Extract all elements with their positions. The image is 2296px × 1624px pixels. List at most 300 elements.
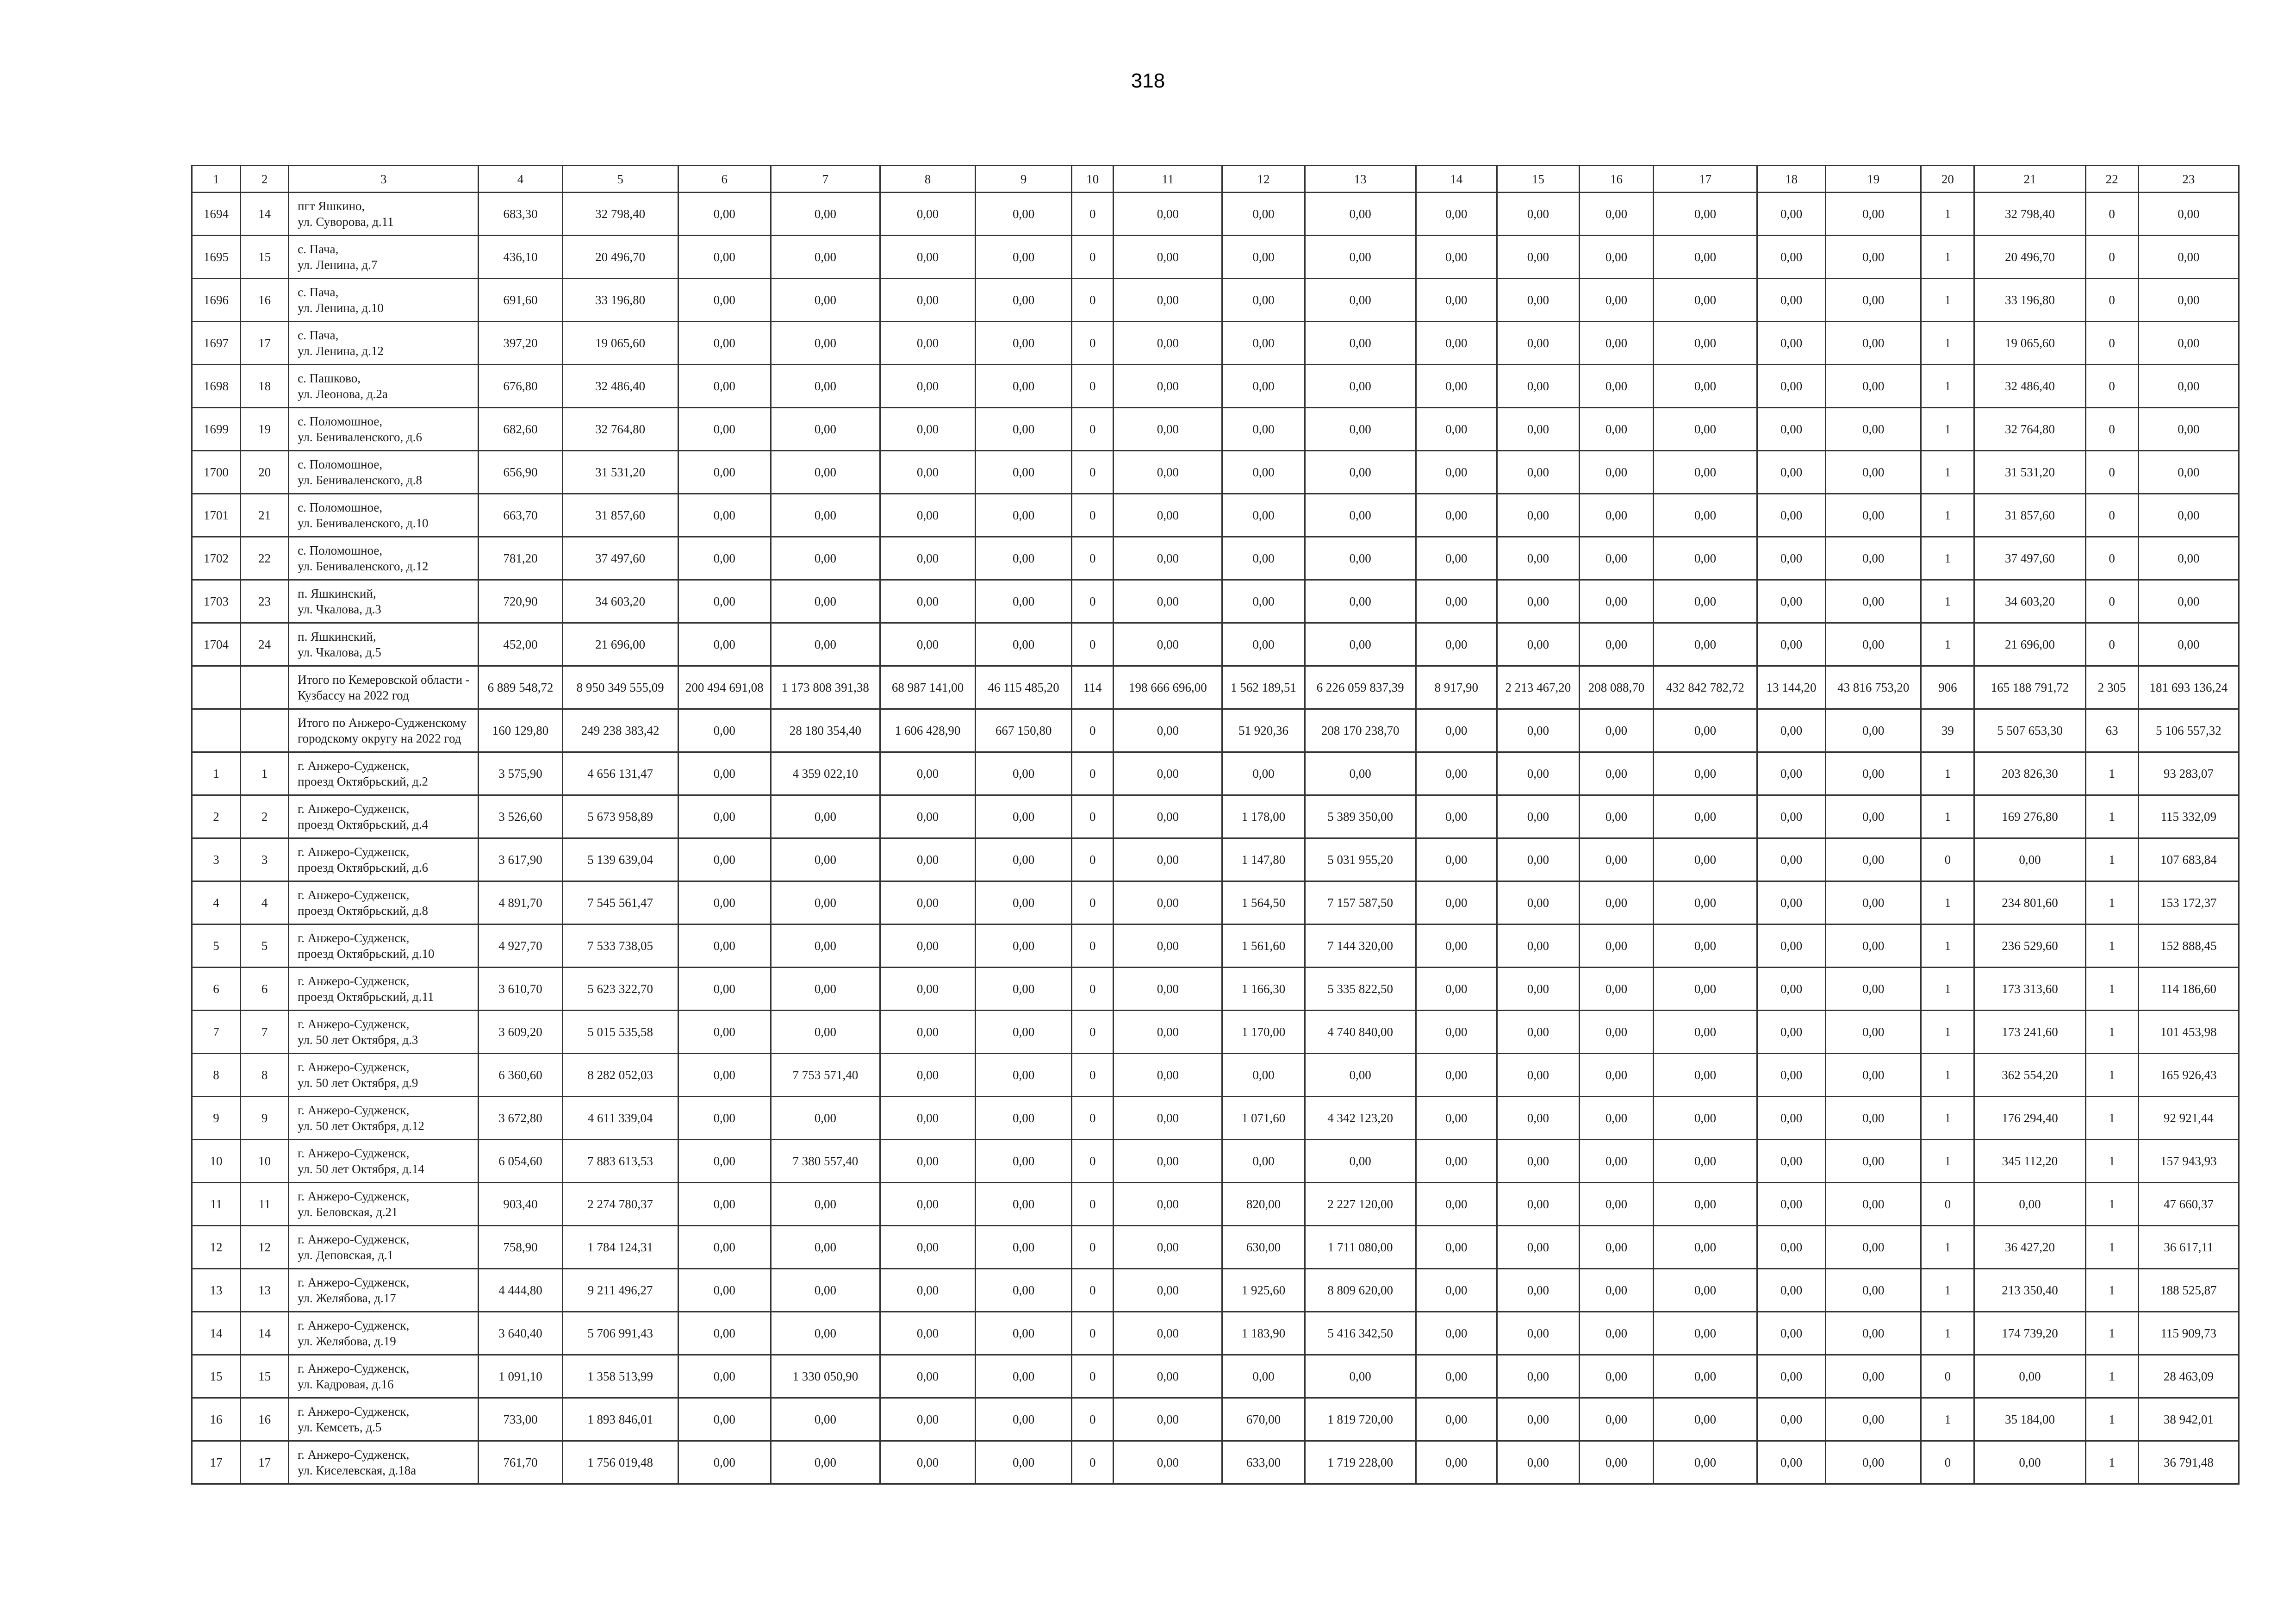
table-cell: 0,00 [1826,924,1921,968]
table-cell: 0,00 [1222,752,1305,795]
table-cell: 0,00 [976,408,1072,451]
table-cell: 1 178,00 [1222,795,1305,838]
column-number-header: 22 [2085,166,2138,193]
table-cell: 0,00 [1757,494,1826,537]
table-cell: 13 [241,1269,289,1312]
table-cell: 0,00 [1757,838,1826,881]
table-cell: 3 575,90 [479,752,562,795]
table-cell: 0,00 [1497,1054,1579,1097]
table-cell: 14 [192,1312,241,1355]
table-cell: 0 [1072,1312,1114,1355]
table-cell: 0,00 [771,279,880,322]
table-cell: 4 444,80 [479,1269,562,1312]
table-cell: 0,00 [1114,1183,1222,1226]
table-cell: 19 065,60 [562,322,678,365]
table-cell: 0,00 [1222,580,1305,623]
table-cell: 0,00 [1114,1312,1222,1355]
table-cell: 21 [241,494,289,537]
total-label: Итого по Анжеро-Судженскому городскому округу на 2022 год [289,709,479,752]
total-row [192,666,2239,709]
table-row [192,279,2239,322]
table-cell: 0,00 [1579,537,1653,580]
table-cell: 0,00 [1114,322,1222,365]
table-cell: 0,00 [1497,1441,1579,1484]
table-cell: 0,00 [1416,451,1497,494]
table-cell: 236 529,60 [1974,924,2085,968]
table-cell: 0,00 [1757,1183,1826,1226]
table-cell: 0,00 [1579,580,1653,623]
table-cell: 1 [2085,1441,2138,1484]
table-cell: 0,00 [1826,709,1921,752]
table-cell: 0,00 [880,1097,975,1140]
table-cell: 0,00 [1653,838,1757,881]
address-cell: г. Анжеро-Судженск, проезд Октябрьский, д.4 [289,795,479,838]
table-cell: 0,00 [1305,1054,1416,1097]
table-cell: 16 [241,1398,289,1441]
table-cell: 0 [1072,1097,1114,1140]
table-cell: 0 [1072,279,1114,322]
table-cell: 7 157 587,50 [1305,881,1416,924]
table-cell: 43 816 753,20 [1826,666,1921,709]
table-cell: 37 497,60 [1974,537,2085,580]
table-cell: 1703 [192,580,241,623]
table-cell: 0,00 [2138,279,2239,322]
table-cell: 0 [1072,1398,1114,1441]
table-cell: 1 [1921,279,1974,322]
table-cell: 0,00 [1305,623,1416,666]
table-cell: 633,00 [1222,1441,1305,1484]
table-cell: 0 [1072,1140,1114,1183]
column-number-header: 12 [1222,166,1305,193]
table-cell: 0,00 [771,451,880,494]
table-cell: 0,00 [880,451,975,494]
table-cell: 1 819 720,00 [1305,1398,1416,1441]
table-cell: 0,00 [1305,236,1416,279]
table-cell: 0,00 [1416,1269,1497,1312]
table-cell: 0,00 [1114,968,1222,1011]
table-cell: 16 [192,1398,241,1441]
table-cell: 1 [1921,1226,1974,1269]
address-cell: с. Поломошное, ул. Бениваленского, д.10 [289,494,479,537]
table-cell: 0,00 [1416,236,1497,279]
empty-cell [241,709,289,752]
address-cell: п. Яшкинский, ул. Чкалова, д.3 [289,580,479,623]
table-row [192,1269,2239,1312]
table-cell: 0,00 [1222,623,1305,666]
table-cell: 820,00 [1222,1183,1305,1226]
table-cell: 0,00 [1826,1054,1921,1097]
address-cell: с. Поломошное, ул. Бениваленского, д.6 [289,408,479,451]
table-cell: 1 [1921,1054,1974,1097]
table-cell: 0,00 [678,322,771,365]
table-cell: 153 172,37 [2138,881,2239,924]
table-cell: 0,00 [1497,623,1579,666]
table-cell: 0,00 [880,924,975,968]
table-cell: 0,00 [976,1398,1072,1441]
table-cell: 1 [2085,1097,2138,1140]
table-cell: 8 917,90 [1416,666,1497,709]
total-row [192,709,2239,752]
table-cell: 0,00 [1305,1355,1416,1398]
table-cell: 173 313,60 [1974,968,2085,1011]
table-cell: 0,00 [1653,279,1757,322]
table-cell: 0 [2085,494,2138,537]
table-row [192,1312,2239,1355]
table-cell: 9 211 496,27 [562,1269,678,1312]
table-cell: 32 486,40 [562,365,678,408]
table-cell: 6 [241,968,289,1011]
column-number-header: 7 [771,166,880,193]
table-cell: 0,00 [1757,365,1826,408]
table-cell: 47 660,37 [2138,1183,2239,1226]
table-cell: 0,00 [1114,924,1222,968]
table-cell: 32 764,80 [562,408,678,451]
table-cell: 0,00 [771,580,880,623]
table-cell: 0,00 [1114,1011,1222,1054]
table-cell: 0,00 [1416,1140,1497,1183]
table-cell: 0,00 [1757,1398,1826,1441]
table-cell: 92 921,44 [2138,1097,2239,1140]
table-cell: 31 531,20 [562,451,678,494]
table-cell: 667 150,80 [976,709,1072,752]
table-cell: 0,00 [1579,795,1653,838]
table-cell: 0,00 [880,1011,975,1054]
table-cell: 0,00 [1114,1269,1222,1312]
table-row [192,236,2239,279]
table-cell: 0,00 [1222,1140,1305,1183]
table-cell: 51 920,36 [1222,709,1305,752]
table-cell: 0,00 [771,365,880,408]
table-cell: 1 091,10 [479,1355,562,1398]
table-cell: 1 [1921,1312,1974,1355]
table-cell: 0,00 [1579,1097,1653,1140]
table-cell: 0,00 [678,838,771,881]
table-cell: 0 [1072,365,1114,408]
table-cell: 0,00 [1305,752,1416,795]
table-cell: 0,00 [1653,623,1757,666]
table-cell: 34 603,20 [562,580,678,623]
table-cell: 1 [1921,322,1974,365]
table-cell: 1 183,90 [1222,1312,1305,1355]
table-cell: 1 [1921,795,1974,838]
table-cell: 4 656 131,47 [562,752,678,795]
table-cell: 761,70 [479,1441,562,1484]
address-cell: г. Анжеро-Судженск, ул. 50 лет Октября, д.3 [289,1011,479,1054]
table-cell: 0,00 [1826,1312,1921,1355]
table-cell: 1 756 019,48 [562,1441,678,1484]
table-cell: 0,00 [976,1441,1072,1484]
table-cell: 0 [1072,623,1114,666]
table-cell: 198 666 696,00 [1114,666,1222,709]
table-cell: 0,00 [1653,1054,1757,1097]
table-cell: 0,00 [1579,1226,1653,1269]
table-cell: 0 [1072,1183,1114,1226]
table-cell: 0,00 [1826,752,1921,795]
table-cell: 36 791,48 [2138,1441,2239,1484]
table-cell: 169 276,80 [1974,795,2085,838]
table-cell: 0,00 [1579,1183,1653,1226]
table-cell: 0,00 [1757,709,1826,752]
table-cell: 13 144,20 [1757,666,1826,709]
table-cell: 2 274 780,37 [562,1183,678,1226]
column-number-header: 2 [241,166,289,193]
table-cell: 0,00 [1757,1054,1826,1097]
table-cell: 213 350,40 [1974,1269,2085,1312]
table-cell: 0,00 [1826,537,1921,580]
table-cell: 0,00 [1114,408,1222,451]
table-cell: 1 561,60 [1222,924,1305,968]
table-cell: 0,00 [1653,494,1757,537]
table-cell: 0,00 [771,1097,880,1140]
table-cell: 0,00 [1222,279,1305,322]
table-cell: 1701 [192,494,241,537]
table-cell: 5 139 639,04 [562,838,678,881]
address-cell: г. Анжеро-Судженск, ул. 50 лет Октября, д.14 [289,1140,479,1183]
table-cell: 0,00 [1416,580,1497,623]
table-cell: 115 909,73 [2138,1312,2239,1355]
table-cell: 0,00 [771,623,880,666]
table-cell: 1 [2085,1140,2138,1183]
table-cell: 5 [192,924,241,968]
table-cell: 0 [2085,322,2138,365]
table-cell: 0,00 [880,1312,975,1355]
table-row [192,322,2239,365]
table-cell: 1 330 050,90 [771,1355,880,1398]
table-cell: 0,00 [1416,1011,1497,1054]
table-cell: 1 784 124,31 [562,1226,678,1269]
table-cell: 0 [2085,451,2138,494]
table-cell: 1 [2085,795,2138,838]
table-cell: 13 [192,1269,241,1312]
column-number-header-row [192,166,2239,193]
table-cell: 0,00 [1497,494,1579,537]
table-cell: 0,00 [771,881,880,924]
table-cell: 0,00 [1826,1183,1921,1226]
table-cell: 0,00 [678,1269,771,1312]
table-cell: 0,00 [880,881,975,924]
table-cell: 781,20 [479,537,562,580]
table-cell: 11 [241,1183,289,1226]
table-cell: 0,00 [771,838,880,881]
column-number-header: 23 [2138,166,2239,193]
table-cell: 0,00 [880,193,975,236]
table-cell: 0,00 [976,1140,1072,1183]
table-cell: 36 427,20 [1974,1226,2085,1269]
address-cell: г. Анжеро-Судженск, ул. Кемсеть, д.5 [289,1398,479,1441]
table-cell: 114 186,60 [2138,968,2239,1011]
table-cell: 0,00 [880,279,975,322]
table-cell: 0,00 [1222,1054,1305,1097]
table-cell: 0,00 [1497,1183,1579,1226]
table-cell: 0,00 [1114,1097,1222,1140]
table-cell: 0,00 [2138,580,2239,623]
table-cell: 0,00 [1653,795,1757,838]
table-cell: 758,90 [479,1226,562,1269]
table-cell: 0,00 [1222,537,1305,580]
table-cell: 0,00 [771,1398,880,1441]
table-cell: 1 [1921,1140,1974,1183]
table-cell: 0,00 [678,1398,771,1441]
table-cell: 0,00 [1305,494,1416,537]
table-cell: 1 170,00 [1222,1011,1305,1054]
column-number-header: 21 [1974,166,2085,193]
column-number-header: 15 [1497,166,1579,193]
table-cell: 1694 [192,193,241,236]
table-cell: 0 [1072,236,1114,279]
table-cell: 0,00 [1416,1441,1497,1484]
table-cell: 0,00 [1579,1140,1653,1183]
table-cell: 38 942,01 [2138,1398,2239,1441]
table-cell: 0,00 [678,881,771,924]
table-cell: 1 147,80 [1222,838,1305,881]
table-cell: 0,00 [1653,580,1757,623]
table-cell: 3 610,70 [479,968,562,1011]
table-row [192,1398,2239,1441]
table-cell: 7 [192,1011,241,1054]
table-cell: 0 [1072,1011,1114,1054]
table-cell: 203 826,30 [1974,752,2085,795]
table-cell: 8 809 620,00 [1305,1269,1416,1312]
address-cell: с. Поломошное, ул. Бениваленского, д.8 [289,451,479,494]
empty-cell [192,666,241,709]
table-cell: 0 [1072,537,1114,580]
table-cell: 4 [192,881,241,924]
table-cell: 1 [2085,1011,2138,1054]
table-cell: 0,00 [1114,752,1222,795]
table-cell: 0,00 [1757,1312,1826,1355]
table-cell: 0,00 [976,451,1072,494]
table-cell: 0,00 [1579,924,1653,968]
table-cell: 903,40 [479,1183,562,1226]
table-cell: 0 [1072,1441,1114,1484]
table-cell: 188 525,87 [2138,1269,2239,1312]
column-number-header: 10 [1072,166,1114,193]
table-cell: 165 926,43 [2138,1054,2239,1097]
table-cell: 0,00 [1579,623,1653,666]
table-cell: 0,00 [678,1097,771,1140]
table-cell: 0,00 [1653,1355,1757,1398]
table-cell: 0,00 [1114,1441,1222,1484]
table-cell: 0,00 [880,494,975,537]
table-cell: 7 [241,1011,289,1054]
table-row [192,623,2239,666]
table-cell: 0 [2085,365,2138,408]
table-cell: 3 526,60 [479,795,562,838]
table-cell: 28 463,09 [2138,1355,2239,1398]
table-cell: 28 180 354,40 [771,709,880,752]
table-cell: 0 [1072,494,1114,537]
table-cell: 0,00 [1222,494,1305,537]
table-cell: 0,00 [678,365,771,408]
table-row [192,881,2239,924]
table-cell: 0,00 [1974,1441,2085,1484]
table-cell: 0,00 [1416,1226,1497,1269]
table-cell: 1 606 428,90 [880,709,975,752]
table-cell: 733,00 [479,1398,562,1441]
table-cell: 0,00 [1497,1226,1579,1269]
table-cell: 0,00 [1416,924,1497,968]
table-cell: 0,00 [1497,924,1579,968]
table-cell: 0,00 [1757,795,1826,838]
column-number-header: 18 [1757,166,1826,193]
table-cell: 0,00 [1653,1441,1757,1484]
table-cell: 0,00 [678,580,771,623]
table-cell: 0,00 [1653,1269,1757,1312]
table-cell: 0,00 [2138,494,2239,537]
table-cell: 0,00 [1305,279,1416,322]
table-row [192,752,2239,795]
table-cell: 36 617,11 [2138,1226,2239,1269]
table-cell: 0,00 [1114,279,1222,322]
address-cell: г. Анжеро-Судженск, ул. Желябова, д.19 [289,1312,479,1355]
table-cell: 0,00 [976,236,1072,279]
table-cell: 0,00 [678,623,771,666]
table-cell: 0,00 [1826,838,1921,881]
table-cell: 14 [241,193,289,236]
address-cell: с. Пашково, ул. Леонова, д.2а [289,365,479,408]
table-cell: 0,00 [1416,365,1497,408]
table-cell: 3 [241,838,289,881]
table-cell: 0,00 [678,451,771,494]
table-cell: 0,00 [880,1054,975,1097]
table-cell: 676,80 [479,365,562,408]
table-cell: 152 888,45 [2138,924,2239,968]
table-cell: 9 [241,1097,289,1140]
table-cell: 0,00 [1757,924,1826,968]
table-cell: 0,00 [678,193,771,236]
table-cell: 1 [2085,1312,2138,1355]
table-cell: 68 987 141,00 [880,666,975,709]
table-cell: 1 925,60 [1222,1269,1305,1312]
table-cell: 0,00 [1579,881,1653,924]
table-cell: 0,00 [880,408,975,451]
table-cell: 1700 [192,451,241,494]
table-cell: 1 711 080,00 [1305,1226,1416,1269]
table-cell: 0,00 [1653,709,1757,752]
table-cell: 5 507 653,30 [1974,709,2085,752]
table-cell: 0,00 [1826,881,1921,924]
table-cell: 0,00 [678,752,771,795]
table-cell: 0,00 [976,924,1072,968]
table-cell: 165 188 791,72 [1974,666,2085,709]
table-cell: 4 891,70 [479,881,562,924]
table-cell: 1 [2085,838,2138,881]
table-cell: 0 [1072,193,1114,236]
table-cell: 0,00 [1497,193,1579,236]
table-cell: 0,00 [1114,623,1222,666]
table-cell: 0,00 [1579,838,1653,881]
table-row [192,795,2239,838]
table-cell: 0,00 [2138,451,2239,494]
table-cell: 0,00 [1114,537,1222,580]
table-cell: 0,00 [678,1441,771,1484]
table-cell: 0,00 [1653,537,1757,580]
table-cell: 0,00 [976,1011,1072,1054]
table-cell: 0,00 [1305,451,1416,494]
table-cell: 0,00 [1222,1355,1305,1398]
column-number-header: 1 [192,166,241,193]
table-cell: 0 [1072,881,1114,924]
table-row [192,537,2239,580]
table-cell: 0 [1072,408,1114,451]
table-cell: 0,00 [1497,968,1579,1011]
table-cell: 0,00 [1114,193,1222,236]
table-cell: 7 533 738,05 [562,924,678,968]
table-cell: 0,00 [771,1226,880,1269]
table-cell: 720,90 [479,580,562,623]
table-cell: 0,00 [1416,1355,1497,1398]
table-cell: 0,00 [976,1355,1072,1398]
